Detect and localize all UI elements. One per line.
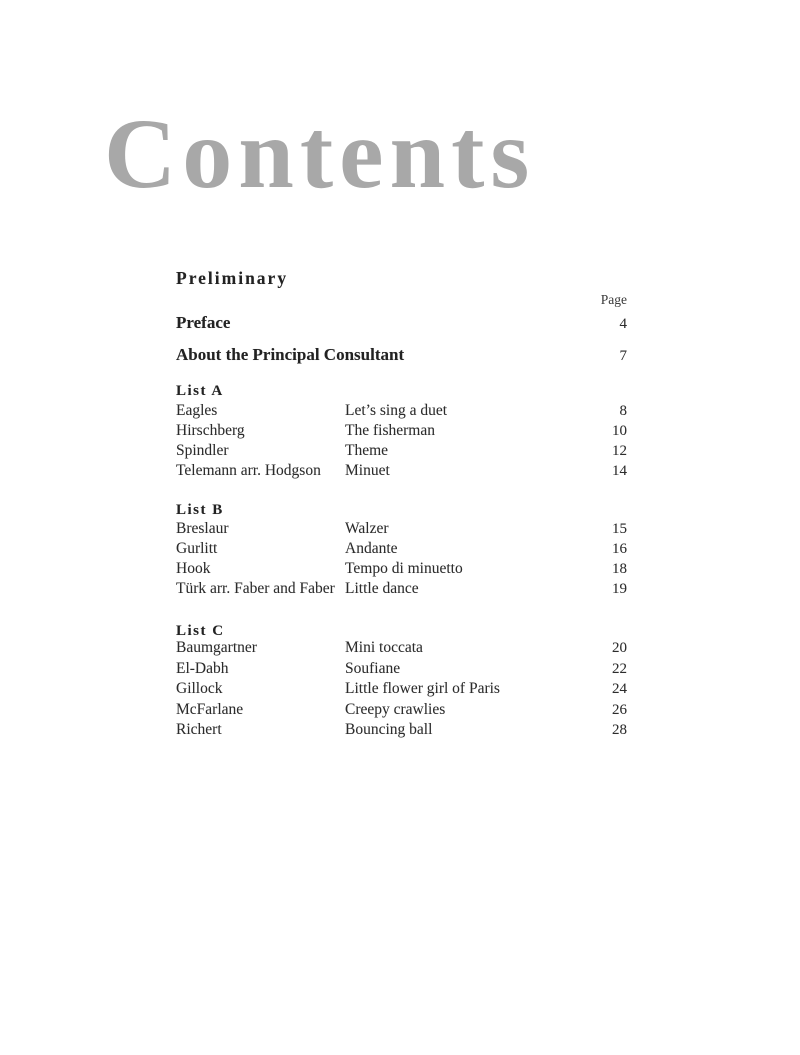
toc-row (176, 720, 627, 741)
composer-cell: Hook (176, 560, 211, 577)
toc-row (176, 579, 627, 599)
composer-cell: Richert (176, 721, 222, 738)
piece-title-cell: Little dance (345, 580, 419, 597)
piece-title-cell: The fisherman (345, 422, 435, 439)
page-number-cell: 14 (612, 463, 627, 479)
front-matter-row (176, 344, 627, 366)
piece-title-cell: Bouncing ball (345, 721, 433, 738)
piece-title-cell: Theme (345, 442, 389, 459)
front-matter-row (176, 312, 627, 334)
piece-title-cell: Andante (345, 540, 398, 557)
composer-cell: Telemann arr. Hodgson (176, 462, 321, 479)
page-number-cell: 15 (612, 521, 627, 537)
toc-row (176, 519, 627, 539)
page-number-cell: 26 (612, 701, 627, 718)
page-number-cell: 12 (612, 443, 627, 459)
piece-title-cell: Minuet (345, 462, 390, 479)
list-a-rows (176, 401, 627, 481)
toc-row (176, 441, 627, 461)
composer-cell: McFarlane (176, 700, 244, 718)
page-number-cell: 28 (612, 722, 627, 738)
page-number-cell: 20 (612, 640, 627, 656)
page-number-cell: 16 (612, 541, 627, 557)
toc-row (176, 421, 627, 441)
front-matter-page-number: 4 (619, 316, 627, 332)
page-number-cell: 10 (612, 423, 627, 439)
piece-title-cell: Little flower girl of Paris (345, 680, 500, 697)
page-number-cell: 18 (612, 561, 627, 577)
composer-cell: Baumgartner (176, 639, 257, 656)
composer-cell: Breslaur (176, 520, 229, 537)
composer-cell: Türk arr. Faber and Faber (176, 580, 335, 597)
toc-row (176, 461, 627, 481)
piece-title-cell: Let’s sing a duet (345, 402, 448, 419)
toc-row (176, 638, 627, 659)
composer-cell: El-Dabh (176, 659, 229, 677)
composer-cell: Eagles (176, 402, 218, 419)
front-matter-label: About the Principal Consultant (176, 345, 405, 364)
list-c-heading: List C (176, 623, 225, 639)
list-a-heading: List A (176, 383, 224, 399)
composer-cell: Spindler (176, 442, 229, 459)
page-title: Contents (104, 98, 536, 209)
page-number-cell: 24 (612, 681, 627, 697)
toc-row (176, 659, 627, 680)
composer-cell: Hirschberg (176, 422, 245, 439)
list-b-rows (176, 519, 627, 599)
list-b-heading: List B (176, 502, 224, 518)
page-number-cell: 8 (619, 403, 627, 419)
front-matter-page-number: 7 (619, 348, 627, 364)
composer-cell: Gillock (176, 680, 223, 697)
preliminary-heading: Preliminary (176, 268, 289, 288)
piece-title-cell: Creepy crawlies (345, 700, 446, 718)
page-number-cell: 22 (612, 660, 627, 677)
toc-row (176, 700, 627, 721)
composer-cell: Gurlitt (176, 540, 218, 557)
page-column-label: Page (600, 292, 627, 307)
piece-title-cell: Mini toccata (345, 639, 423, 656)
piece-title-cell: Tempo di minuetto (345, 560, 463, 577)
front-matter-label: Preface (176, 313, 231, 332)
toc-row (176, 539, 627, 559)
list-c-rows (176, 638, 627, 741)
toc-row (176, 559, 627, 579)
piece-title-cell: Soufiane (345, 659, 401, 677)
toc-row (176, 679, 627, 700)
toc-row (176, 401, 627, 421)
page-number-cell: 19 (612, 581, 627, 597)
piece-title-cell: Walzer (345, 520, 389, 537)
